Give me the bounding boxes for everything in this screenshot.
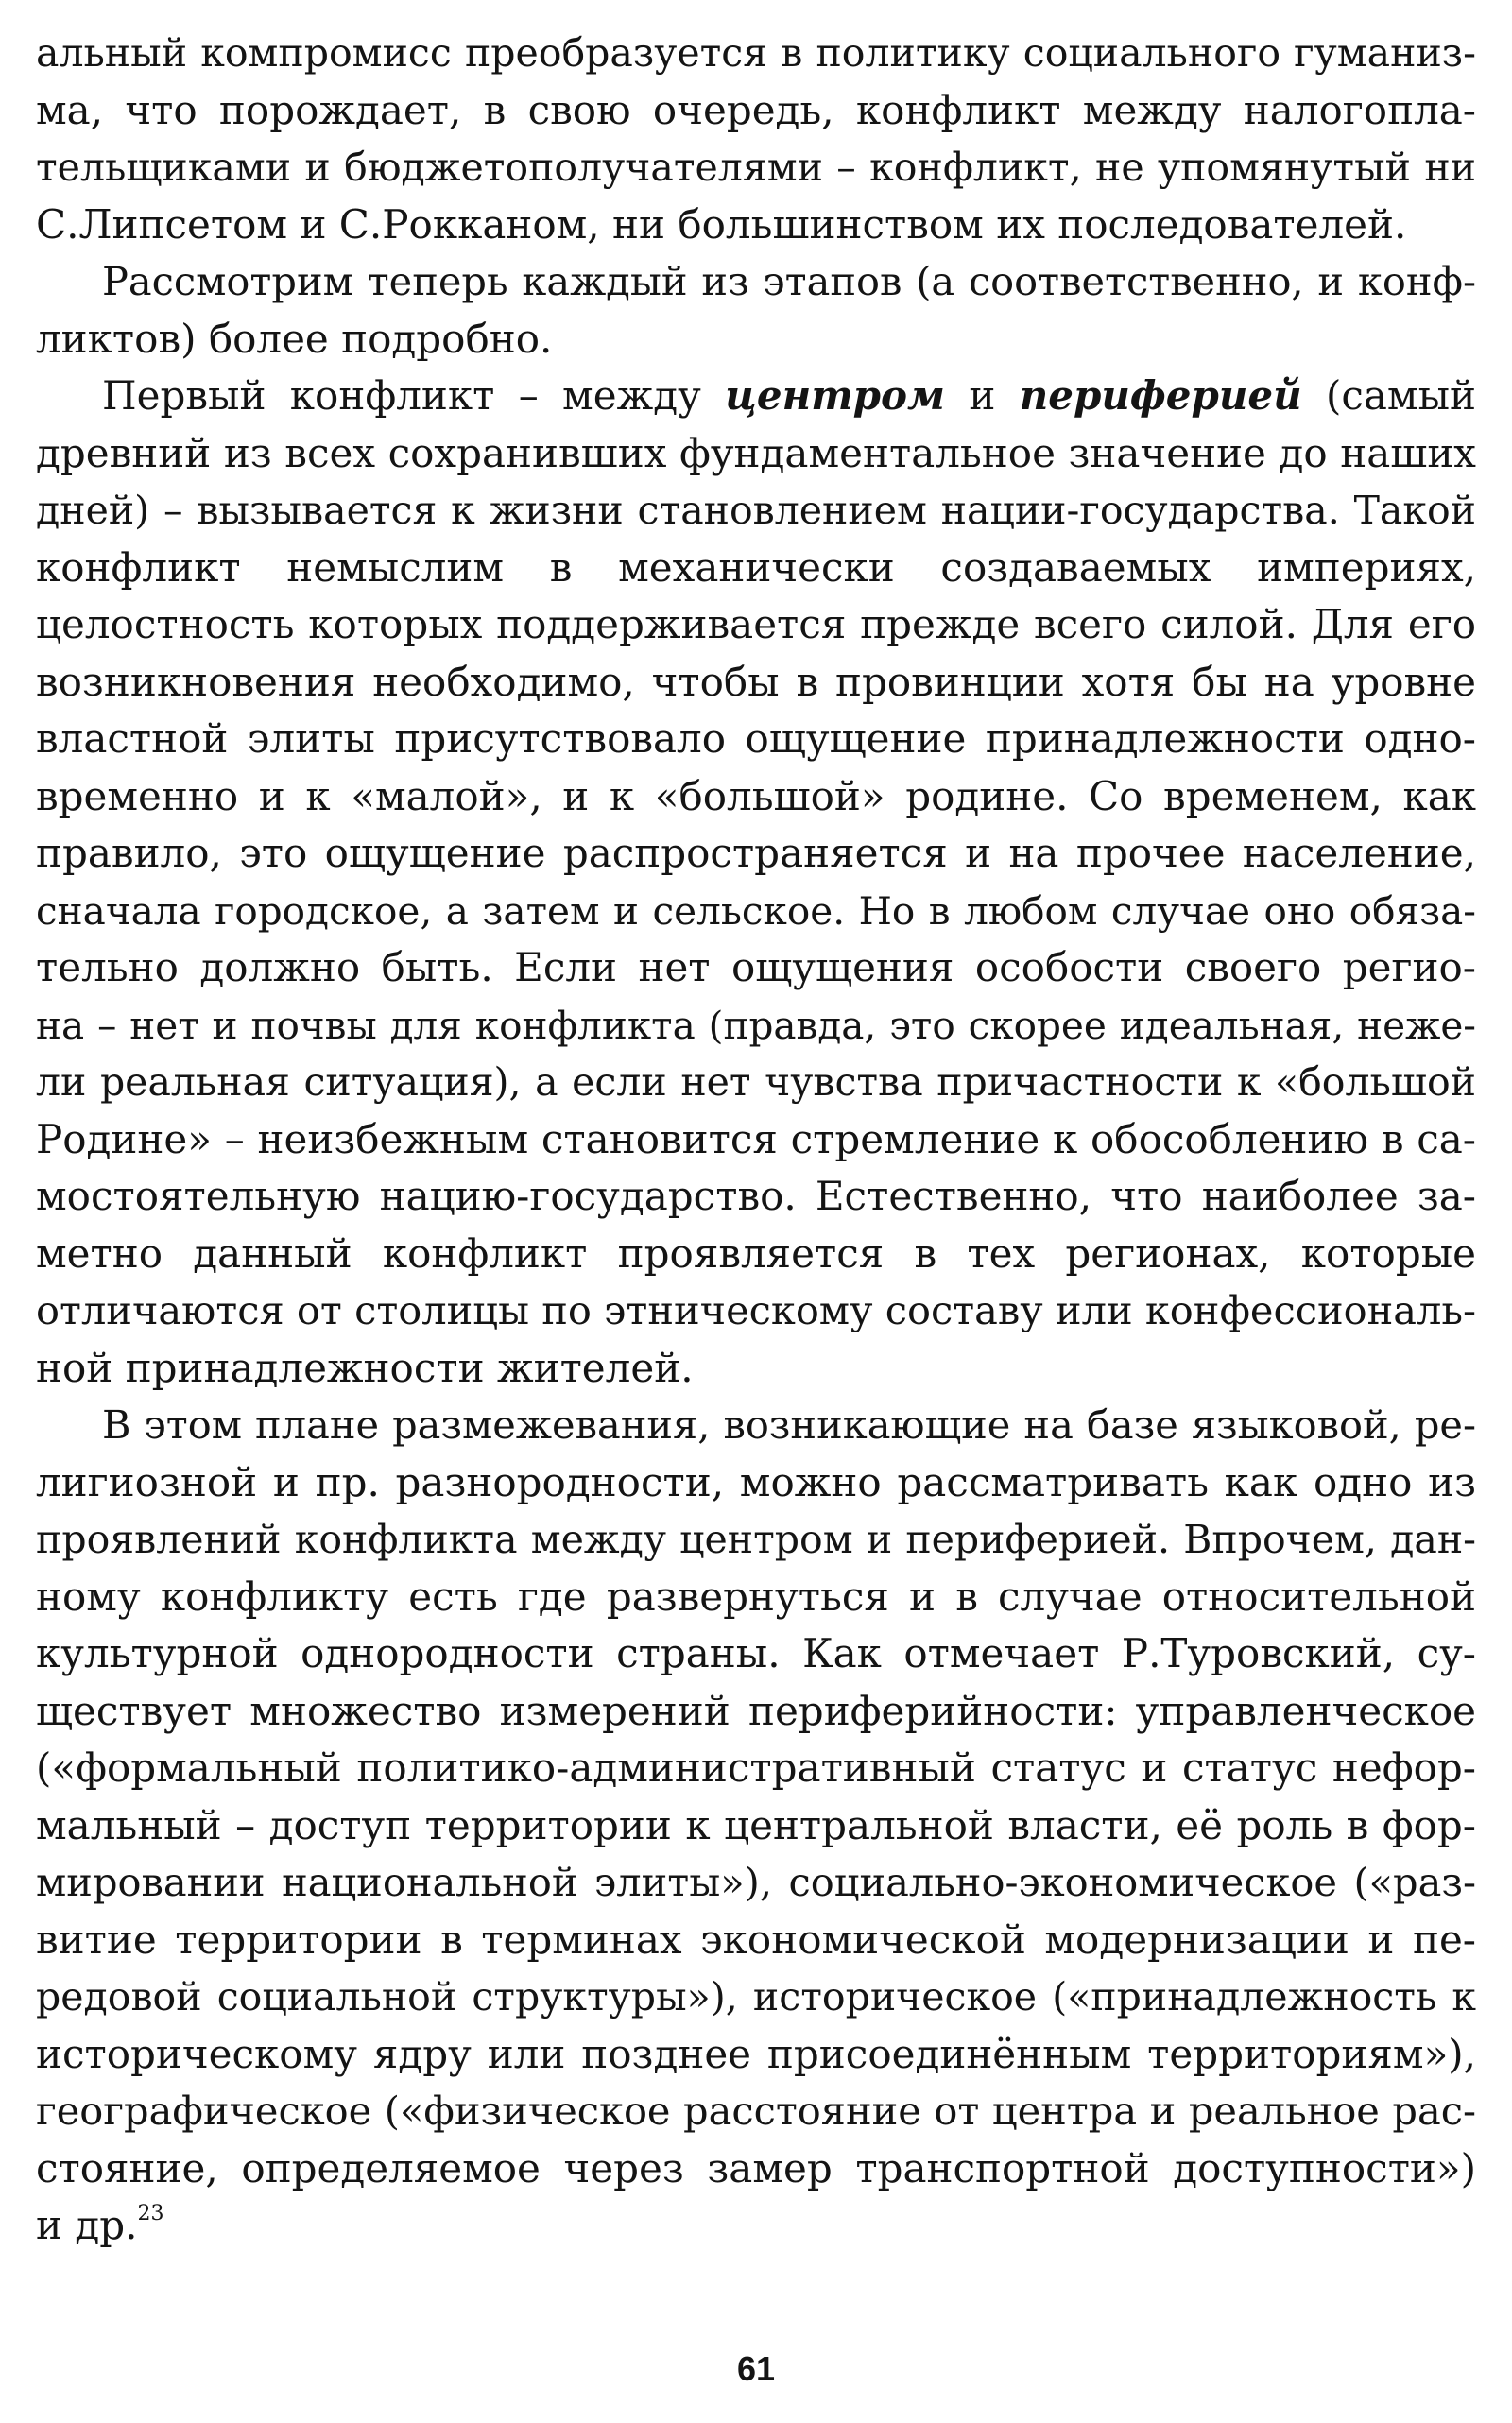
text-line: витие территории в терминах экономической модернизации и пе- (36, 1916, 1476, 1963)
text-line: мостоятельную нацию-государство. Естественно, что наиболее за- (36, 1173, 1476, 1219)
text-line: В этом плане размежевания, возникающие на базе языковой, ре- (102, 1401, 1476, 1448)
text-line: мировании национальной элиты»), социально-экономическое («раз- (36, 1859, 1476, 1905)
text-line: правило, это ощущение распространяется и на прочее население, (36, 830, 1476, 876)
text-line: альный компромисс преобразуется в политику социального гуманиз- (36, 30, 1476, 76)
text-line: Рассмотрим теперь каждый из этапов (а соответственно, и конф- (102, 258, 1476, 304)
text-line: культурной однородности страны. Как отмечает Р.Туровский, су- (36, 1630, 1476, 1676)
text-line: дней) – вызывается к жизни становлением нации-государства. Такой (36, 488, 1476, 533)
text-line: временно и к «малой», и к «большой» родине. Со временем, как (36, 772, 1476, 819)
text-line: Родине» – неизбежным становится стремление к обособлению в са- (36, 1115, 1476, 1162)
footnote-reference[interactable]: 23 (137, 2202, 164, 2225)
text-line: тельно должно быть. Если нет ощущения особости своего регио- (36, 944, 1476, 990)
emphasis-term: периферией (1019, 372, 1302, 419)
text-line: сначала городское, а затем и сельское. Но в любом случае оно обяза- (36, 887, 1476, 934)
emphasis-term: центром (725, 372, 945, 419)
text-line (36, 2197, 1476, 2255)
document-page (36, 25, 1476, 2255)
text-run: (самый (1301, 372, 1477, 419)
text-line: ному конфликту есть где развернуться и в случае относительной (36, 1572, 1476, 1620)
text-line: ликтов) более подробно. (36, 315, 553, 362)
text-line: возникновения необходимо, чтобы в провинции хотя бы на уровне (36, 658, 1476, 705)
text-line: ной принадлежности жителей. (36, 1344, 694, 1391)
paragraph (36, 368, 1476, 1397)
page-number: 61 (736, 2349, 776, 2388)
text-line: редовой социальной структуры»), историческое («принадлежность к (36, 1974, 1476, 2019)
text-line: лигиозной и пр. разнородности, можно рассматривать как одно из (36, 1458, 1476, 1505)
text-line: древний из всех сохранивших фундаментальное значение до наших (36, 429, 1476, 476)
text-line: властной элиты присутствовало ощущение принадлежности одно- (36, 715, 1476, 762)
text-line: ма, что порождает, в свою очередь, конфликт между налогопла- (36, 86, 1476, 133)
text-line (36, 368, 1476, 425)
text-line: проявлений конфликта между центром и периферией. Впрочем, дан- (36, 1517, 1476, 1562)
text-line: ли реальная ситуация), а если нет чувства причастности к «большой (36, 1059, 1476, 1105)
text-line: ществует множество измерений периферийности: управленческое (36, 1687, 1476, 1734)
text-line: («формальный политико-административный статус и статус нефор- (36, 1744, 1476, 1791)
text-line: на – нет и почвы для конфликта (правда, это скорее идеальная, неже- (36, 1002, 1476, 1048)
text-run: Первый конфликт – между (102, 372, 726, 419)
text-line: стояние, определяемое через замер транспортной доступности») (36, 2144, 1476, 2191)
text-line: мальный – доступ территории к центральной власти, её роль в фор- (36, 1801, 1476, 1848)
text-line: отличаются от столицы по этническому составу или конфессиональ- (36, 1287, 1476, 1333)
text-line: тельщиками и бюджетополучателями – конфликт, не упомянутый ни (36, 145, 1476, 190)
text-line: С.Липсетом и С.Рокканом, ни большинством их последователей. (36, 200, 1407, 248)
paragraph (36, 253, 1476, 368)
text-line: историческому ядру или позднее присоединённым территориям»), (36, 2030, 1476, 2077)
text-run: и (944, 372, 1020, 419)
text-line: целостность которых поддерживается прежде всего силой. Для его (36, 601, 1476, 647)
text-line: конфликт немыслим в механически создаваемых империях, (36, 543, 1476, 591)
text-line: метно данный конфликт проявляется в тех регионах, которые (36, 1229, 1476, 1277)
text-run: и др. (36, 2202, 138, 2248)
paragraph (36, 25, 1476, 253)
paragraph (36, 1397, 1476, 2255)
text-line: географическое («физическое расстояние от центра и реальное рас- (36, 2088, 1476, 2134)
